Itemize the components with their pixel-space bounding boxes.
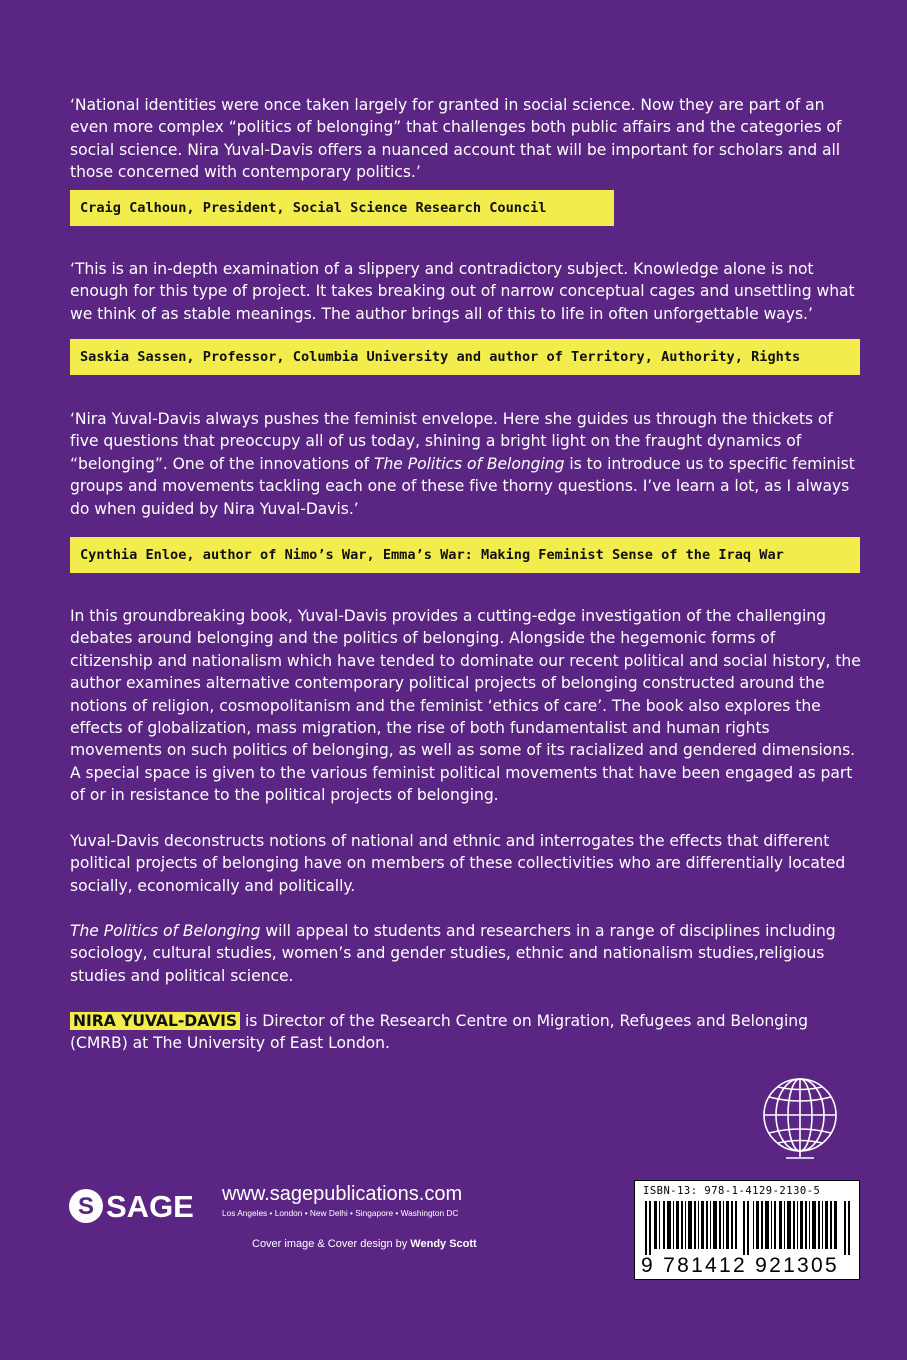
description-book-title: The Politics of Belonging — [70, 922, 261, 940]
quote-enloe — [70, 408, 862, 520]
barcode — [645, 1201, 851, 1255]
quote-enloe-part2: is to introduce us to specific feminist groups and movements tackling each one of these five thorny questions. I’ve learn a lot, as I always do when guided by Nira Yuval-Davis.’ — [70, 454, 855, 518]
author-bio — [70, 1010, 862, 1055]
globe-icon — [752, 1075, 848, 1161]
author-name: NIRA YUVAL-DAVIS — [70, 1012, 240, 1030]
author-bio-text: is Director of the Research Centre on Migration, Refugees and Belonging (CMRB) at The University of East London. — [70, 1012, 808, 1053]
description-paragraph-1: In this groundbreaking book, Yuval-Davis provides a cutting-edge investigation of the challenging debates around belonging and the politics of belonging. Alongside the hegemonic forms of citizenship and nationalism which have tended to dominate our recent political and social history, the author examines alternative contemporary political projects of belonging constructed around the notions of religion, cosmopolitanism and the feminist ‘ethics of care’. The book also explores the effects of globalization, mass migration, the rise of both fundamentalist and human rights movements on such politics of belonging, as well as some of its racialized and gendered dimensions. A special space is given to the various feminist political movements that have been engaged as part of or in resistance to the political projects of belonging. — [70, 607, 861, 805]
isbn-digits: 9 781412 921305 — [641, 1254, 839, 1277]
quote-calhoun: ‘National identities were once taken largely for granted in social science. Now they are part of an even more complex “politics of belonging” that challenges both public affairs and the categories of social science. Nira Yuval-Davis offers a nuanced account that will be important for scholars and all those concerned with contemporary politics.’ — [70, 96, 842, 182]
attribution-enloe: Cynthia Enloe, author of Nimo’s War, Emma’s War: Making Feminist Sense of the Iraq War — [70, 537, 860, 573]
description-paragraph-3 — [70, 920, 862, 987]
credit-label: Cover image & Cover design by — [252, 1238, 408, 1250]
attribution-calhoun: Craig Calhoun, President, Social Science Research Council — [70, 190, 614, 226]
description-paragraph-3-text: will appeal to students and researchers in a range of disciplines including sociology, cultural studies, women’s and gender studies, ethnic and nationalism studies,religious studies and political science. — [70, 922, 836, 985]
publisher-cities: Los Angeles • London • New Delhi • Singapore • Washington DC — [222, 1208, 459, 1218]
sage-logo — [68, 1186, 218, 1226]
cover-credit — [252, 1238, 477, 1250]
quote-enloe-book-title: The Politics of Belonging — [374, 454, 565, 473]
sage-logo-text: SAGE — [106, 1189, 194, 1224]
svg-text:S: S — [77, 1193, 95, 1220]
quote-enloe-part1: ‘Nira Yuval-Davis always pushes the feminist envelope. Here she guides us through the thickets of five questions that preoccupy all of us today, shining a bright light on the fraught dynamics of “belonging”. One of the innovations of — [70, 410, 833, 473]
isbn-barcode-box — [634, 1180, 860, 1280]
credit-designer: Wendy Scott — [410, 1238, 477, 1250]
description-paragraph-2: Yuval-Davis deconstructs notions of national and ethnic and interrogates the effects that different political projects of belonging have on members of these collectivities who are differentially located socially, economically and politically. — [70, 832, 846, 895]
quote-sassen: ‘This is an in-depth examination of a slippery and contradictory subject. Knowledge alone is not enough for this type of project. It takes breaking out of narrow conceptual cages and unsettling what we think of as stable meanings. The author brings all of this to life in often unforgettable ways.’ — [70, 260, 855, 323]
publisher-url[interactable]: www.sagepublications.com — [222, 1183, 463, 1205]
isbn-label: ISBN-13: 978-1-4129-2130-5 — [643, 1185, 821, 1197]
attribution-sassen: Saskia Sassen, Professor, Columbia University and author of Territory, Authority, Rights — [70, 339, 860, 375]
